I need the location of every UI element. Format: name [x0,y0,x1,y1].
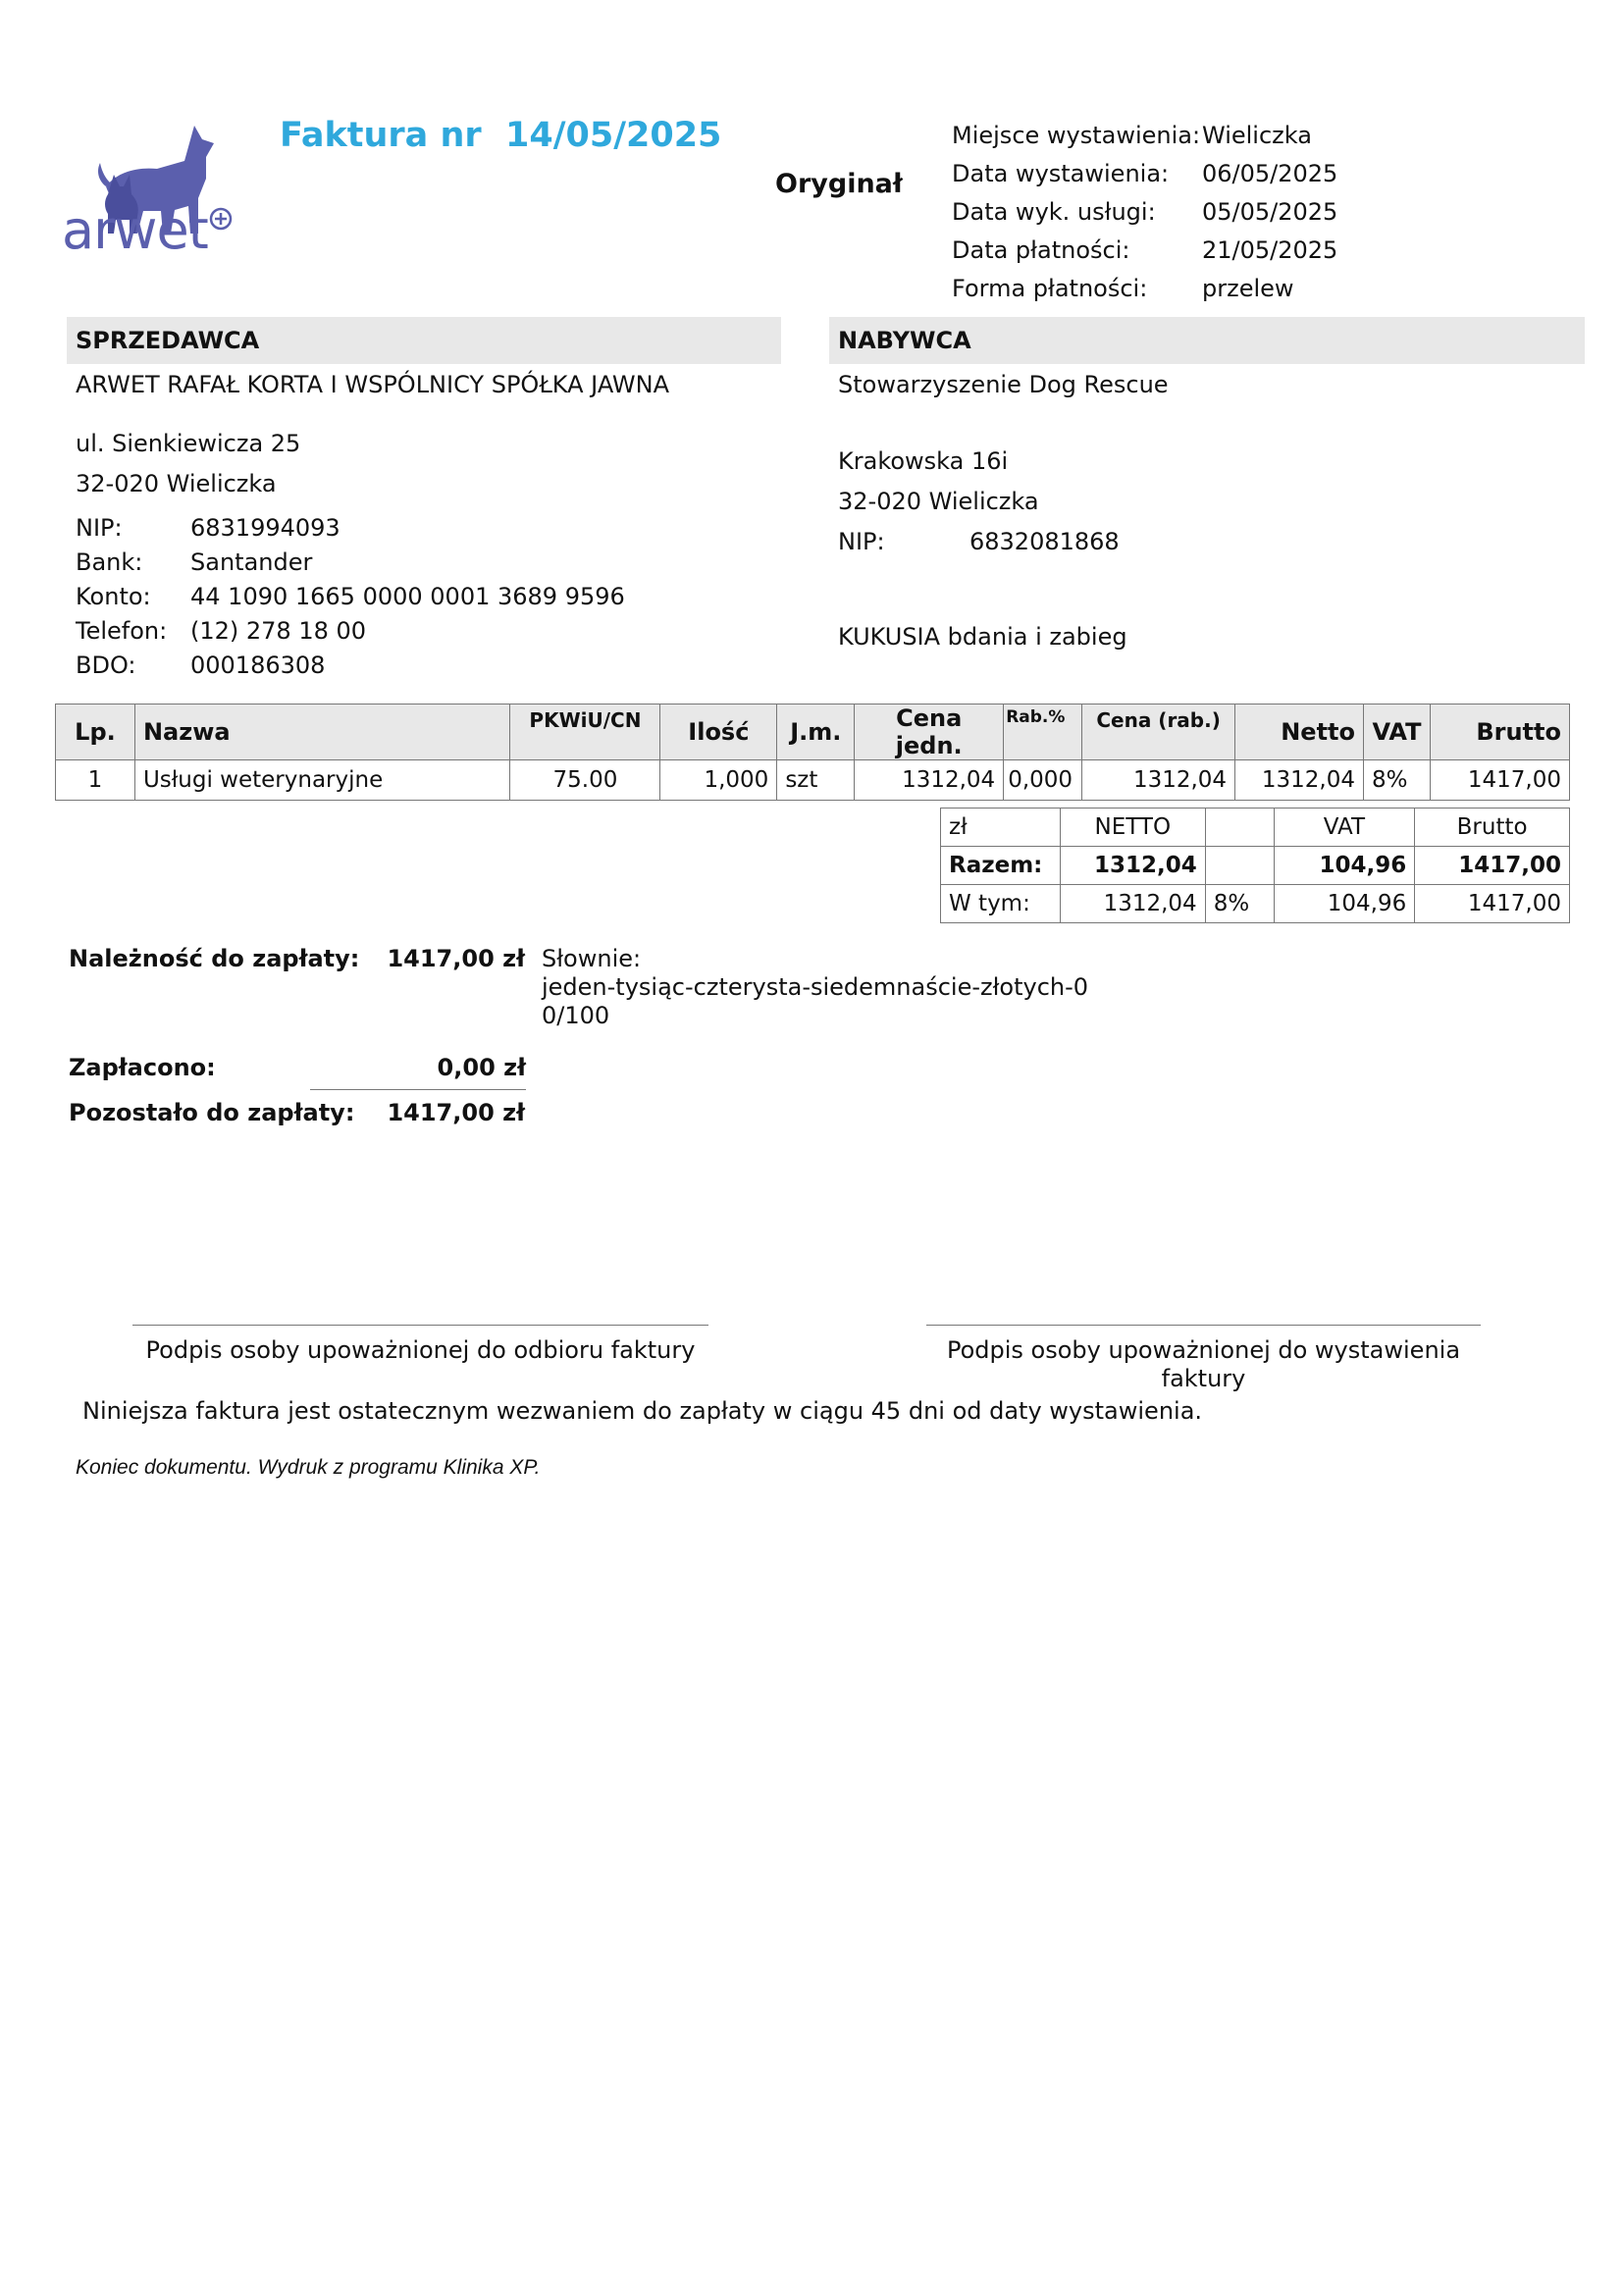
words-line-1: jeden-tysiąc-czterysta-siedemnaście-złotych-0 [542,973,1089,1001]
col-lp: Lp. [56,704,135,760]
seller-phone: Telefon: (12) 278 18 00 [76,616,367,645]
paid-value: 0,00 zł [310,1054,526,1090]
buyer-street: Krakowska 16i [838,447,1009,475]
amount-due-label: Należność do zapłaty: [69,945,360,972]
remaining-value: 1417,00 zł [387,1099,525,1126]
summary-of-which-gross: 1417,00 [1415,885,1570,923]
col-price: Cena jedn. [855,704,1004,760]
table-row [56,760,1570,801]
meta-row: Data wyk. usługi: 05/05/2025 [952,197,1338,226]
meta-row: Data wystawienia: 06/05/2025 [952,159,1338,187]
col-net: Netto [1235,704,1364,760]
summary-header-row [941,809,1570,847]
amount-in-words [542,945,1088,1030]
summary-net-header: NETTO [1060,809,1205,847]
summary-of-which-row [941,885,1570,923]
seller-bank: Bank: Santander [76,548,313,576]
summary-total-row [941,847,1570,885]
buyer-section [829,317,1585,651]
seller-bdo: BDO: 000186308 [76,651,326,679]
col-pkwiu: PKWiU/CN [510,704,660,760]
summary-of-which-vat: 104,96 [1274,885,1415,923]
summary-total-vat: 104,96 [1274,847,1415,885]
cell-qty: 1,000 [660,760,777,801]
original-label: Oryginał [775,169,903,199]
cell-lp: 1 [56,760,135,801]
seller-city: 32-020 Wieliczka [76,470,277,497]
cell-name: Usługi weterynaryjne [134,760,510,801]
summary-empty [1205,809,1274,847]
meta-row: Data płatności: 21/05/2025 [952,235,1338,264]
col-qty: Ilość [660,704,777,760]
vat-summary-table [940,808,1570,923]
remaining-label: Pozostało do zapłaty: [69,1099,355,1126]
seller-header: SPRZEDAWCA [67,317,781,364]
issuer-signature-label [926,1336,1481,1393]
buyer-city: 32-020 Wieliczka [838,488,1039,515]
buyer-note: KUKUSIA bdania i zabieg [838,623,1127,651]
col-vat: VAT [1364,704,1431,760]
col-gross: Brutto [1431,704,1570,760]
invoice-meta [952,116,1384,307]
seller-street: ul. Sienkiewicza 25 [76,430,301,457]
col-discount: Rab.% [1004,704,1082,760]
cell-unit: szt [777,760,855,801]
items-header-row [56,704,1570,760]
summary-of-which-rate: 8% [1205,885,1274,923]
words-label: Słownie: [542,945,642,972]
meta-row: Forma płatności: przelew [952,274,1294,302]
words-line-2: 0/100 [542,1002,610,1029]
summary-total-gross: 1417,00 [1415,847,1570,885]
cell-vat: 8% [1364,760,1431,801]
buyer-name: Stowarzyszenie Dog Rescue [838,371,1169,398]
seller-nip: NIP: 6831994093 [76,513,340,542]
summary-gross-header: Brutto [1415,809,1570,847]
payment-notice: Niniejsza faktura jest ostatecznym wezwaniem do zapłaty w ciągu 45 dni od daty wystawienia. [82,1397,1203,1425]
company-logo [59,118,245,265]
logo-text: arwet [62,199,208,261]
document-end-note: Koniec dokumentu. Wydruk z programu Klinika XP. [76,1456,541,1479]
cell-gross: 1417,00 [1431,760,1570,801]
col-name: Nazwa [134,704,510,760]
amount-due-value: 1417,00 zł [387,945,525,972]
receiver-signature-line [132,1325,708,1326]
buyer-nip: NIP: 6832081868 [838,527,1120,555]
items-table [55,704,1570,801]
summary-currency: zł [941,809,1061,847]
seller-name: ARWET RAFAŁ KORTA I WSPÓLNICY SPÓŁKA JAWNA [76,371,670,398]
cell-price: 1312,04 [855,760,1004,801]
meta-row: Miejsce wystawienia: Wieliczka [952,121,1312,149]
col-price-discounted: Cena (rab.) [1082,704,1235,760]
seller-account: Konto: 44 1090 1665 0000 0001 3689 9596 [76,582,625,610]
summary-vat-header: VAT [1274,809,1415,847]
issuer-signature-line-1: Podpis osoby upoważnionej do wystawienia [946,1336,1461,1364]
plus-icon [208,206,234,232]
issuer-signature-line [926,1325,1481,1326]
cell-price-discounted: 1312,04 [1082,760,1235,801]
cell-net: 1312,04 [1235,760,1364,801]
cell-discount: 0,000 [1004,760,1082,801]
invoice-title: Faktura nr 14/05/2025 [280,116,722,155]
summary-of-which-net: 1312,04 [1060,885,1205,923]
cell-pkwiu: 75.00 [510,760,660,801]
buyer-header: NABYWCA [829,317,1585,364]
issuer-signature-line-2: faktury [1161,1365,1246,1392]
paid-label: Zapłacono: [69,1054,216,1081]
seller-section [67,317,781,682]
summary-of-which-label: W tym: [941,885,1061,923]
summary-empty [1205,847,1274,885]
col-unit: J.m. [777,704,855,760]
summary-total-label: Razem: [941,847,1061,885]
receiver-signature-label: Podpis osoby upoważnionej do odbioru faktury [145,1336,696,1364]
summary-total-net: 1312,04 [1060,847,1205,885]
